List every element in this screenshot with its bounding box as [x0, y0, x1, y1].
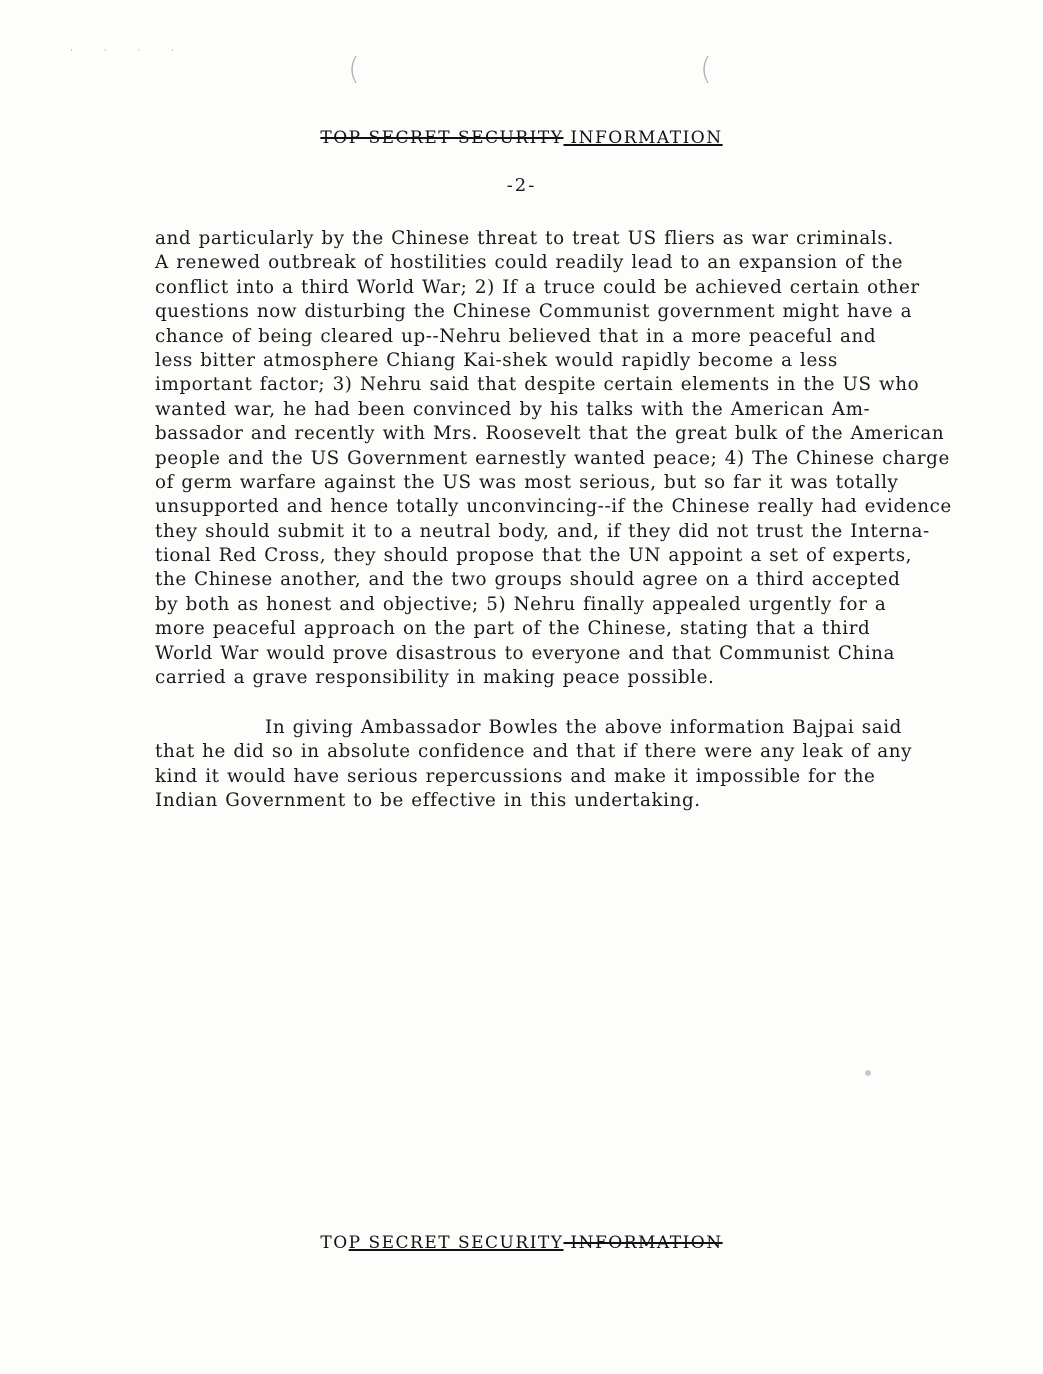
paragraph-line: unsupported and hence totally unconvincing--if the Chinese really had evidence — [155, 496, 952, 518]
paragraph-line: people and the US Government earnestly wanted peace; 4) The Chinese charge — [155, 447, 950, 469]
paragraph-2 — [155, 716, 1015, 814]
paragraph-line: by both as honest and objective; 5) Nehru finally appealed urgently for a — [155, 593, 887, 615]
paragraph-line: that he did so in absolute confidence and that if there were any leak of any — [155, 741, 913, 763]
paragraph-line: chance of being cleared up--Nehru believed that in a more peaceful and — [155, 325, 877, 347]
paragraph-line: bassador and recently with Mrs. Roosevelt that the great bulk of the American — [155, 423, 945, 445]
header-classification-tail: INFORMATION — [563, 128, 723, 148]
page-number: -2- — [506, 175, 537, 196]
header-classification — [0, 128, 1043, 148]
paragraph-line: important factor; 3) Nehru said that despite certain elements in the US who — [155, 374, 920, 396]
paragraph-line: they should submit it to a neutral body, and, if they did not trust the Interna- — [155, 520, 930, 542]
paragraph-line: In giving Ambassador Bowles the above information Bajpai said — [265, 717, 902, 738]
footer-classification-mid: P SECRET SECURITY — [348, 1233, 564, 1253]
scan-dot — [865, 1070, 871, 1076]
punch-hole-mark-left: ( — [348, 52, 360, 87]
paragraph-line: World War would prove disastrous to everyone and that Communist China — [155, 642, 896, 664]
footer-classification — [0, 1233, 1043, 1253]
paragraph-line: Indian Government to be effective in this undertaking. — [155, 790, 701, 812]
paragraph-line: kind it would have serious repercussions and make it impossible for the — [155, 765, 876, 787]
punch-hole-mark-right: ( — [700, 52, 712, 87]
paragraph-line: and particularly by the Chinese threat to treat US fliers as war criminals. — [155, 228, 894, 249]
scan-specks: · · · · — [70, 46, 189, 56]
paragraph-line: questions now disturbing the Chinese Communist government might have a — [155, 301, 913, 323]
footer-classification-lead: TO — [320, 1233, 349, 1253]
paragraph-line: more peaceful approach on the part of the Chinese, stating that a third — [155, 618, 871, 640]
paragraph-line: conflict into a third World War; 2) If a truce could be achieved certain other — [155, 276, 920, 298]
paragraph-line: A renewed outbreak of hostilities could readily lead to an expansion of the — [155, 252, 904, 274]
paragraph-line: of germ warfare against the US was most serious, but so far it was totally — [155, 471, 899, 493]
paragraph-line: the Chinese another, and the two groups should agree on a third accepted — [155, 569, 901, 591]
paragraph-line: carried a grave responsibility in making peace possible. — [155, 667, 715, 689]
paragraph-line: wanted war, he had been convinced by his talks with the American Am- — [155, 398, 871, 420]
footer-classification-tail: INFORMATION — [563, 1233, 723, 1253]
header-classification-struck: TOP SECRET SECURITY — [320, 128, 564, 148]
paragraph-line: tional Red Cross, they should propose that the UN appoint a set of experts, — [155, 545, 913, 567]
paragraph-1 — [155, 227, 1015, 690]
paragraph-line: less bitter atmosphere Chiang Kai-shek would rapidly become a less — [155, 349, 838, 371]
